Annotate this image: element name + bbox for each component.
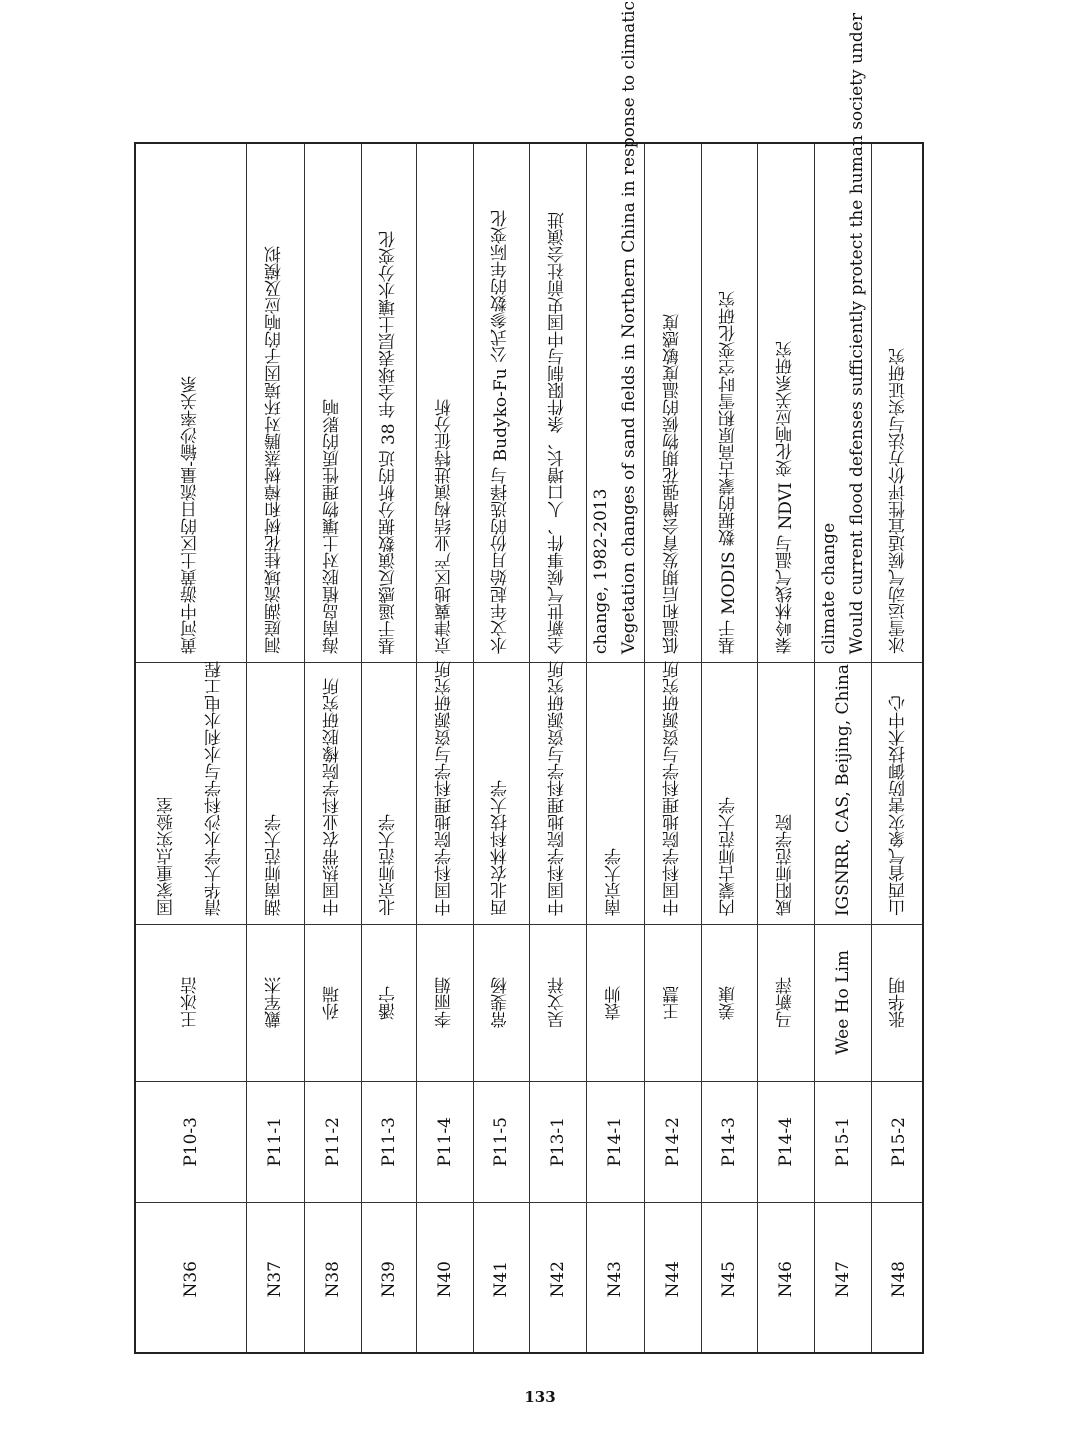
poster-number: N43 — [605, 1260, 625, 1298]
cell-org — [701, 662, 757, 924]
cell-org — [586, 662, 644, 924]
institution-text: 咸阳师范学院 — [775, 814, 796, 916]
title-text: 低温和后期发育会增强花期物候的温度敏感度 — [662, 314, 683, 654]
page-number: 133 — [524, 1388, 556, 1406]
author-name: 孙瑞 — [322, 985, 343, 1020]
presentation-code: P11-4 — [434, 1116, 455, 1167]
cell-n — [586, 1202, 644, 1356]
cell-p — [644, 1081, 701, 1202]
cell-p — [304, 1081, 361, 1202]
cell-title — [644, 144, 701, 662]
title-text: Vegetation changes of sand fields in Northern China in response to climatic — [619, 0, 639, 654]
cell-org — [529, 662, 586, 924]
cell-n — [529, 1202, 586, 1356]
poster-number: N40 — [434, 1260, 455, 1298]
author-name: 李丽娟 — [434, 977, 455, 1028]
poster-number: N41 — [491, 1260, 511, 1298]
author-name: 王慧 — [662, 985, 683, 1020]
presentation-code: P14-3 — [719, 1116, 739, 1167]
cell-title — [473, 144, 529, 662]
title-text: 洞庭湖流域桂花树和樟树蒸腾对环境因子的响应及模拟 — [265, 246, 285, 654]
poster-number: N38 — [322, 1260, 343, 1298]
cell-p — [586, 1081, 644, 1202]
cell-p — [246, 1081, 304, 1202]
title-text: 基于遥感反演数据分析的近 38 年全球表层土壤水分变化 — [378, 230, 399, 654]
author-name: 戴军杰 — [265, 977, 285, 1028]
author-name: 张华明 — [888, 977, 909, 1028]
cell-org — [757, 662, 814, 924]
poster-number: N44 — [662, 1260, 683, 1298]
presentation-code: P13-1 — [547, 1116, 568, 1167]
cell-title — [304, 144, 361, 662]
title-text: 水文年起始月份的选择与 Budyko-Fu 公式参数的年际变化 — [491, 210, 511, 654]
cell-title — [416, 144, 473, 662]
title-text: climate change — [818, 522, 839, 654]
cell-n — [473, 1202, 529, 1356]
cell-org — [136, 662, 246, 924]
cell-n — [304, 1202, 361, 1356]
institution-text: 山西省气象灾害防御技术中心 — [888, 695, 909, 916]
cell-p — [814, 1081, 871, 1202]
cell-n — [644, 1202, 701, 1356]
cell-org — [644, 662, 701, 924]
author-name: 马新萍 — [775, 977, 796, 1028]
cell-n — [246, 1202, 304, 1356]
cell-title — [246, 144, 304, 662]
poster-number: N47 — [832, 1260, 853, 1298]
cell-p — [701, 1081, 757, 1202]
poster-number: N37 — [265, 1260, 285, 1298]
title-text: 冰雪运动气候适宜性评价方法与实证研究 — [888, 348, 909, 654]
cell-name — [416, 924, 473, 1081]
cell-p — [757, 1081, 814, 1202]
cell-name — [136, 924, 246, 1081]
title-text: 全新世气候事件、人口增长、条件限制与中国史前社会演进 — [547, 212, 568, 654]
cell-title — [136, 144, 246, 662]
cell-org — [473, 662, 529, 924]
poster-number: N46 — [775, 1260, 796, 1298]
poster-number: N42 — [547, 1260, 568, 1298]
author-name: 袁帅 — [605, 985, 625, 1020]
presentation-code: P11-1 — [265, 1116, 285, 1167]
author-name: Wee Ho Lim — [832, 950, 853, 1055]
institution-text: 西北农林科技大学 — [491, 780, 511, 916]
cell-n — [757, 1202, 814, 1356]
title-text: 海南岛植胶对土壤物理性质的影响 — [322, 399, 343, 654]
cell-p — [473, 1081, 529, 1202]
cell-org — [304, 662, 361, 924]
institution-text: 湖南师范大学 — [265, 814, 285, 916]
institution-text: 南京大学 — [605, 848, 625, 916]
title-text: 秦岭林线气温与 NDVI 变化响应关系研究 — [775, 340, 796, 654]
cell-title — [701, 144, 757, 662]
author-name: 常斐杨 — [491, 977, 511, 1028]
cell-org — [871, 662, 926, 924]
cell-title — [529, 144, 586, 662]
presentation-code: P10-3 — [181, 1116, 201, 1167]
cell-name — [246, 924, 304, 1081]
presentation-code: P15-2 — [888, 1116, 909, 1167]
cell-name — [304, 924, 361, 1081]
cell-n — [701, 1202, 757, 1356]
institution-text: 中国科学院地理科学与资源研究所 — [662, 661, 683, 916]
poster-number: N39 — [378, 1260, 399, 1298]
cell-name — [871, 924, 926, 1081]
poster-number: N45 — [719, 1260, 739, 1298]
cell-title — [361, 144, 416, 662]
cell-n — [136, 1202, 246, 1356]
cell-p — [871, 1081, 926, 1202]
institution-text: IGSNRR, CAS, Beijing, China — [832, 663, 853, 916]
title-text: 京津冀地区产业结构演进特征分析 — [434, 399, 455, 654]
cell-n — [361, 1202, 416, 1356]
cell-org — [814, 662, 871, 924]
title-text: 黄河中游黄土区的日流量-输沙率关系 — [181, 376, 201, 654]
cell-name — [361, 924, 416, 1081]
title-text: change, 1982-2013 — [591, 488, 611, 654]
cell-title — [586, 0, 644, 662]
title-text: 基于 MODIS 数据的蒙古高原积雪时空变化研究 — [719, 290, 739, 654]
institution-text: 内蒙古师范大学 — [719, 797, 739, 916]
cell-name — [529, 924, 586, 1081]
cell-org — [416, 662, 473, 924]
title-text: Would current flood defenses sufficiently protect the human society under — [846, 12, 867, 654]
cell-title — [814, 12, 871, 662]
cell-title — [871, 144, 926, 662]
presentation-code: P11-2 — [322, 1116, 343, 1167]
cell-p — [416, 1081, 473, 1202]
cell-name — [814, 924, 871, 1081]
poster-number: N48 — [888, 1260, 909, 1298]
cell-name — [473, 924, 529, 1081]
institution-text: 中国科学院地理科学与资源研究所 — [547, 661, 568, 916]
cell-n — [814, 1202, 871, 1356]
presentation-code: P11-5 — [491, 1116, 511, 1167]
cell-name — [586, 924, 644, 1081]
poster-number: N36 — [181, 1260, 201, 1298]
presentation-code: P14-4 — [775, 1116, 796, 1167]
cell-title — [757, 144, 814, 662]
institution-text: 清华大学水沙科学与水利水电工程 — [205, 661, 225, 916]
institution-text: 北京师范大学 — [378, 814, 399, 916]
cell-p — [136, 1081, 246, 1202]
cell-name — [701, 924, 757, 1081]
author-name: 潘宁 — [378, 985, 399, 1020]
cell-p — [529, 1081, 586, 1202]
cell-org — [246, 662, 304, 924]
institution-text: 国家重点实验室 — [157, 797, 177, 916]
presentation-code: P11-3 — [378, 1116, 399, 1167]
cell-org — [361, 662, 416, 924]
rotated-table — [134, 0, 924, 1354]
author-name: 吴文祥 — [547, 977, 568, 1028]
cell-name — [644, 924, 701, 1081]
presentation-code: P14-2 — [662, 1116, 683, 1167]
presentation-code: P14-1 — [605, 1116, 625, 1167]
cell-name — [757, 924, 814, 1081]
presentation-code: P15-1 — [832, 1116, 853, 1167]
author-name: 姜康 — [719, 985, 739, 1020]
cell-p — [361, 1081, 416, 1202]
institution-text: 中国热带农业科学院橡胶研究所 — [322, 678, 343, 916]
cell-n — [871, 1202, 926, 1356]
author-name: 王冰洁 — [181, 977, 201, 1028]
institution-text: 中国科学院地理科学与资源研究所 — [434, 661, 455, 916]
cell-n — [416, 1202, 473, 1356]
